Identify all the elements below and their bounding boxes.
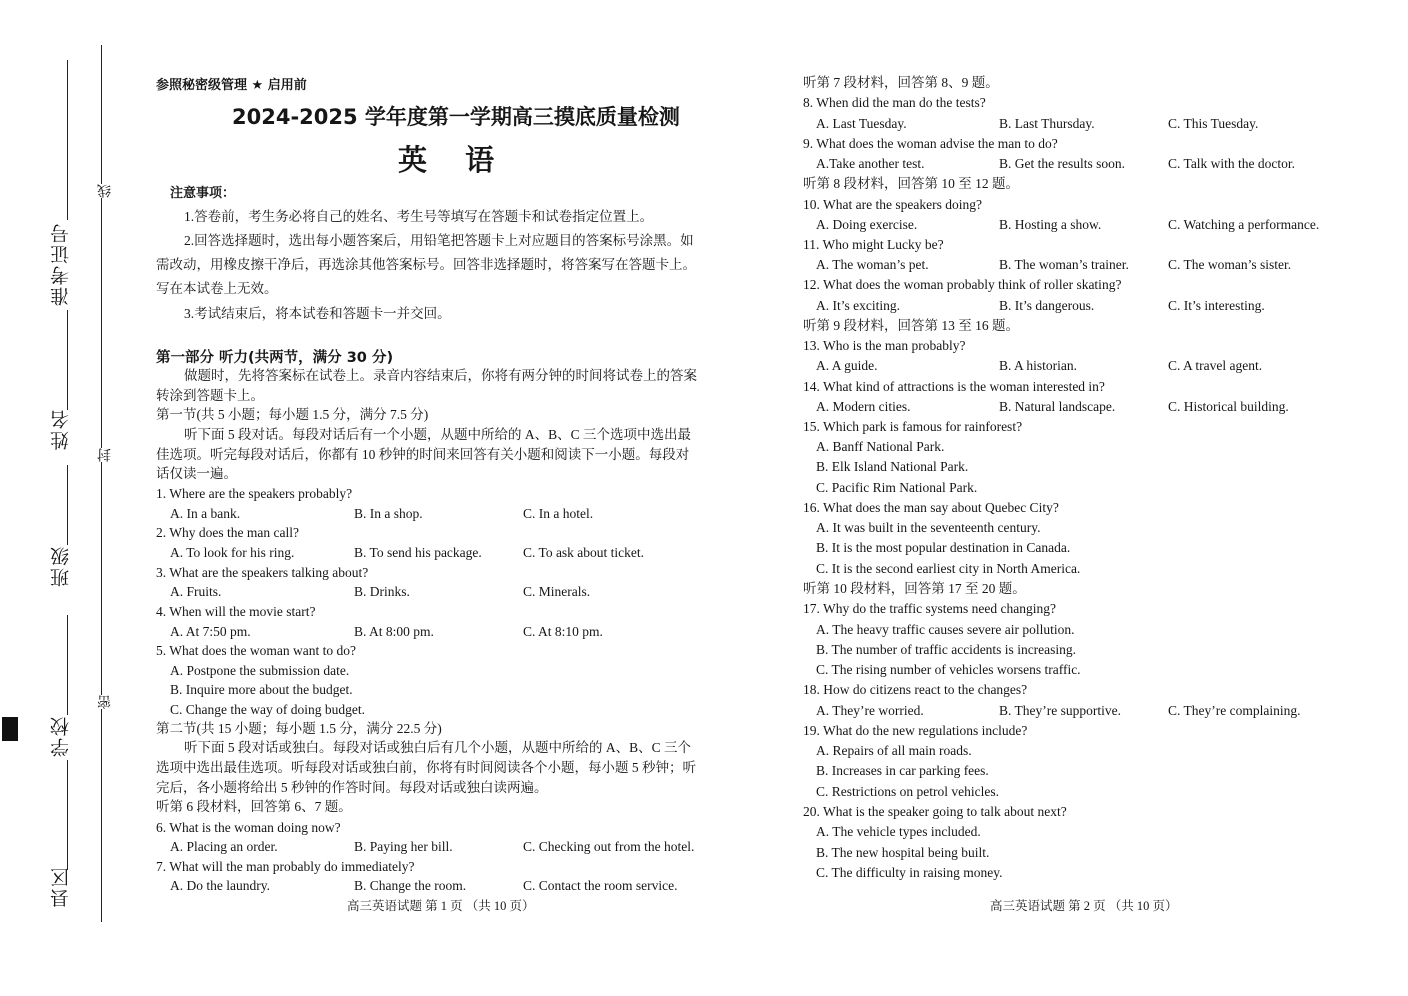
option: B. Change the room.: [354, 878, 467, 893]
option: C. In a hotel.: [523, 506, 594, 521]
option: C. Restrictions on petrol vehicles.: [816, 784, 999, 799]
section1-title: 第一节(共 5 小题；每小题 1.5 分，满分 7.5 分): [156, 407, 429, 422]
page-footer-right: 高三英语试题 第 2 页 （共 10 页）: [990, 899, 1178, 913]
option: A. Doing exercise.: [816, 217, 918, 232]
material-instruction: 听第 8 段材料，回答第 10 至 12 题。: [803, 176, 1019, 191]
option: A. They’re worried.: [816, 703, 924, 718]
material-instruction: 听第 10 段材料，回答第 17 至 20 题。: [803, 581, 1026, 596]
option: B. The number of traffic accidents is increasing.: [816, 642, 1077, 657]
question: 16. What does the man say about Quebec City?: [803, 500, 1059, 515]
question: 4. When will the movie start?: [156, 604, 316, 619]
part1-heading: 第一部分 听力(共两节，满分 30 分): [156, 350, 394, 366]
option: C. Watching a performance.: [1168, 217, 1320, 232]
question: 10. What are the speakers doing?: [803, 197, 982, 212]
question: 8. When did the man do the tests?: [803, 95, 986, 110]
question: 18. How do citizens react to the changes?: [803, 682, 1028, 697]
question: 14. What kind of attractions is the woman interested in?: [803, 379, 1105, 394]
option: B. Hosting a show.: [999, 217, 1102, 232]
option: C. Pacific Rim National Park.: [816, 480, 978, 495]
option: A. Do the laundry.: [170, 878, 270, 893]
question: 2. Why does the man call?: [156, 525, 299, 540]
option: B. In a shop.: [354, 506, 423, 521]
option: A. The heavy traffic causes severe air pollution.: [816, 622, 1075, 637]
registration-mark: [2, 717, 18, 741]
option: A. In a bank.: [170, 506, 241, 521]
option: B. A historian.: [999, 358, 1078, 373]
option: A. A guide.: [816, 358, 878, 373]
option: B. Last Thursday.: [999, 116, 1095, 131]
option: C. Contact the room service.: [523, 878, 678, 893]
option: A. To look for his ring.: [170, 545, 295, 560]
notice-line: 写在本试卷上无效。: [156, 281, 278, 296]
option: A. It’s exciting.: [816, 298, 900, 313]
option: A. Repairs of all main roads.: [816, 743, 972, 758]
cut-mark-seal: 封: [97, 448, 113, 462]
option: C. This Tuesday.: [1168, 116, 1259, 131]
notice-line: 2.回答选择题时，选出每小题答案后，用铅笔把答题卡上对应题目的答案标号涂黑。如: [184, 233, 694, 248]
option: A. Fruits.: [170, 584, 222, 599]
option: A. Placing an order.: [170, 839, 278, 854]
option: C. Change the way of doing budget.: [170, 702, 365, 717]
option: C. Historical building.: [1168, 399, 1289, 414]
option: B. They’re supportive.: [999, 703, 1121, 718]
option: C. A travel agent.: [1168, 358, 1263, 373]
exam-title: 2024-2025 学年度第一学期高三摸底质量检测: [232, 105, 680, 129]
question: 12. What does the woman probably think of roller skating?: [803, 277, 1122, 292]
section2-intro: 选项中选出最佳选项。听每段对话或独白前，你将有时间阅读各个小题，每小题 5 秒钟；听: [156, 760, 696, 775]
part1-intro: 做题时，先将答案标在试卷上。录音内容结束后，你将有两分钟的时间将试卷上的答案: [184, 368, 697, 383]
field-label-class: 班级: [50, 545, 72, 587]
field-line-class: [67, 465, 68, 545]
option: B. It’s dangerous.: [999, 298, 1095, 313]
option: C. Talk with the doctor.: [1168, 156, 1296, 171]
option: A. It was built in the seventeenth century.: [816, 520, 1041, 535]
option: B. Elk Island National Park.: [816, 459, 969, 474]
section2-intro: 听下面 5 段对话或独白。每段对话或独白后有几个小题，从题中所给的 A、B、C 三个: [184, 740, 692, 755]
notice-line: 1.答卷前，考生务必将自己的姓名、考生号等填写在答题卡和试卷指定位置上。: [184, 209, 654, 224]
field-line-school: [67, 615, 68, 715]
section1-intro: 话仅读一遍。: [156, 466, 237, 481]
question: 15. Which park is famous for rainforest?: [803, 419, 1023, 434]
option: A. Modern cities.: [816, 399, 911, 414]
part1-intro: 转涂到答题卡上。: [156, 388, 264, 403]
field-label-district: 县区: [50, 866, 72, 908]
secret-level: 参照秘密级管理 ★ 启用前: [156, 78, 307, 93]
option: A. Last Tuesday.: [816, 116, 907, 131]
option: C. The woman’s sister.: [1168, 257, 1292, 272]
field-label-name: 姓名: [50, 408, 72, 450]
notice-line: 3.考试结束后，将本试卷和答题卡一并交回。: [184, 306, 451, 321]
question: 1. Where are the speakers probably?: [156, 486, 353, 501]
option: A. Postpone the submission date.: [170, 663, 350, 678]
option: A.Take another test.: [816, 156, 925, 171]
question: 5. What does the woman want to do?: [156, 643, 356, 658]
option: B. Get the results soon.: [999, 156, 1125, 171]
question: 20. What is the speaker going to talk about next?: [803, 804, 1067, 819]
option: B. Paying her bill.: [354, 839, 453, 854]
field-label-exam-number: 准考证号: [50, 222, 72, 306]
option: B. Drinks.: [354, 584, 410, 599]
option: A. At 7:50 pm.: [170, 624, 251, 639]
option: C. It is the second earliest city in North America.: [816, 561, 1081, 576]
question: 9. What does the woman advise the man to do?: [803, 136, 1058, 151]
option: A. The vehicle types included.: [816, 824, 981, 839]
material-instruction: 听第 6 段材料，回答第 6、7 题。: [156, 799, 352, 814]
notice-line: 需改动，用橡皮擦干净后，再选涂其他答案标号。回答非选择题时，将答案写在答题卡上。: [156, 257, 696, 272]
field-line-district: [67, 760, 68, 870]
option: B. It is the most popular destination in Canada.: [816, 540, 1071, 555]
option: B. The new hospital being built.: [816, 845, 990, 860]
question: 6. What is the woman doing now?: [156, 820, 341, 835]
question: 17. Why do the traffic systems need changing?: [803, 601, 1056, 616]
option: B. At 8:00 pm.: [354, 624, 434, 639]
option: C. The rising number of vehicles worsens traffic.: [816, 662, 1081, 677]
option: C. To ask about ticket.: [523, 545, 645, 560]
binding-line: [101, 45, 102, 922]
option: C. It’s interesting.: [1168, 298, 1265, 313]
option: C. The difficulty in raising money.: [816, 865, 1003, 880]
option: C. Checking out from the hotel.: [523, 839, 695, 854]
option: B. Natural landscape.: [999, 399, 1116, 414]
question: 3. What are the speakers talking about?: [156, 565, 369, 580]
question: 7. What will the man probably do immediately?: [156, 859, 415, 874]
section2-intro: 完后，各小题将给出 5 秒钟的作答时间。每段对话或独白读两遍。: [156, 780, 548, 795]
option: B. The woman’s trainer.: [999, 257, 1129, 272]
page-footer-left: 高三英语试题 第 1 页 （共 10 页）: [347, 899, 535, 913]
cut-mark-line: 线: [97, 184, 113, 198]
field-line-name: [67, 310, 68, 410]
field-line-exam-number: [67, 60, 68, 220]
question: 11. Who might Lucky be?: [803, 237, 944, 252]
field-label-school: 学校: [50, 715, 72, 757]
option: B. Inquire more about the budget.: [170, 682, 353, 697]
option: C. At 8:10 pm.: [523, 624, 603, 639]
option: C. Minerals.: [523, 584, 591, 599]
section1-intro: 听下面 5 段对话。每段对话后有一个小题，从题中所给的 A、B、C 三个选项中选出最: [184, 427, 692, 442]
question: 13. Who is the man probably?: [803, 338, 966, 353]
option: A. The woman’s pet.: [816, 257, 929, 272]
subject-title: 英 语: [398, 143, 509, 177]
section1-intro: 佳选项。听完每段对话后，你都有 10 秒钟的时间来回答有关小题和阅读下一小题。每段对: [156, 447, 690, 462]
option: A. Banff National Park.: [816, 439, 945, 454]
cut-mark-secret: 密: [97, 695, 113, 709]
option: C. They’re complaining.: [1168, 703, 1301, 718]
material-instruction: 听第 9 段材料，回答第 13 至 16 题。: [803, 318, 1019, 333]
question: 19. What do the new regulations include?: [803, 723, 1028, 738]
option: B. To send his package.: [354, 545, 482, 560]
material-instruction: 听第 7 段材料，回答第 8、9 题。: [803, 75, 999, 90]
section2-title: 第二节(共 15 小题；每小题 1.5 分，满分 22.5 分): [156, 721, 442, 736]
option: B. Increases in car parking fees.: [816, 763, 989, 778]
notice-heading: 注意事项：: [170, 186, 236, 201]
